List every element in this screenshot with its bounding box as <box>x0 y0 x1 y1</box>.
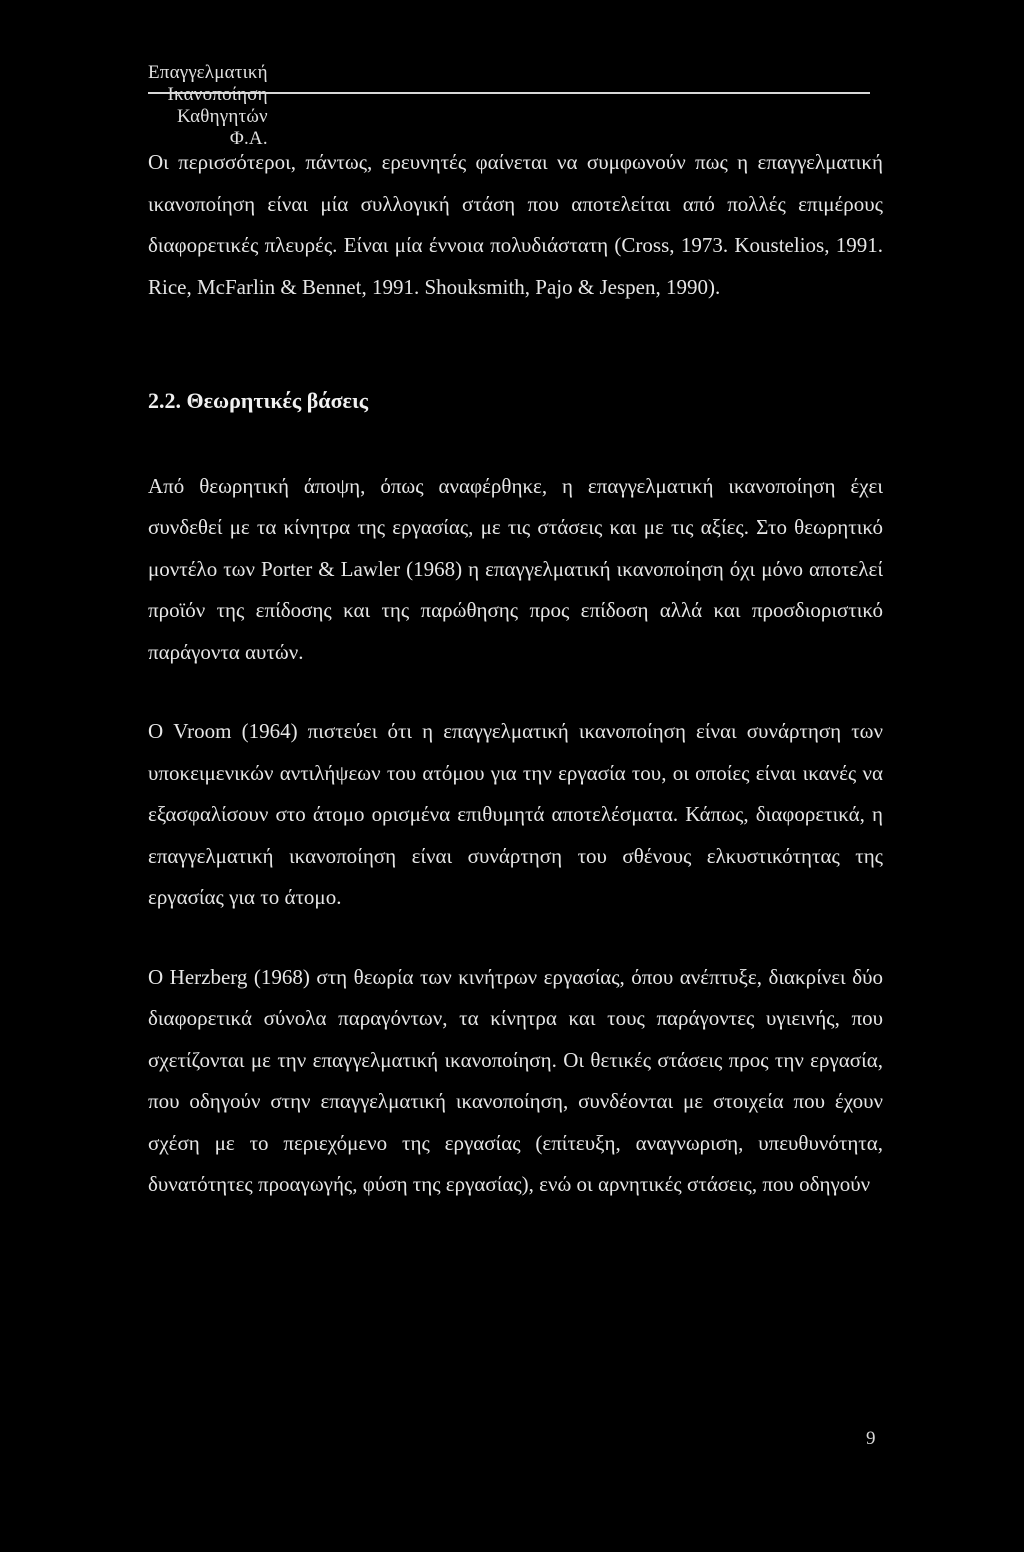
document-body <box>148 142 883 1206</box>
page-number: 9 <box>866 1428 876 1449</box>
paragraph-theoretical-view: Από θεωρητική άποψη, όπως αναφέρθηκε, η επαγγελματική ικανοποίηση έχει συνδεθεί με τα κίνητρα της εργασίας, με τις στάσεις και με τις αξίες. Στο θεωρητικό μοντέλο των Porter & Lawler (1968) η επαγγελματική ικανοποίηση όχι μόνο αποτελεί προϊόν της επίδοσης και της παρώθησης προς επίδοση αλλά και προσδιοριστικό παράγοντα αυτών. <box>148 473 883 664</box>
section-heading: 2.2. Θεωρητικές βάσεις <box>148 388 369 413</box>
header-rule <box>148 92 870 94</box>
running-header-title: Επαγγελματική Ικανοποίηση Καθηγητών Φ.Α. <box>148 62 268 149</box>
paragraph-herzberg: Ο Herzberg (1968) στη θεωρία των κινήτρων εργασίας, όπου ανέπτυξε, διακρίνει δύο διαφορετικά σύνολα παραγόντων, τα κίνητρα και τους παράγοντες υγιεινής, που σχετίζονται με την επαγγελματική ικανοποίηση. Οι θετικές στάσεις προς την εργασία, που οδηγούν στην επαγγελματική ικανοποίηση, συνδέονται με στοιχεία που έχουν σχέση με το περιεχόμενο της εργασίας (επίτευξη, αναγνωριση, υπευθυνότητα, δυνατότητες προαγωγής, φύση της εργασίας), ενώ οι αρνητικές στάσεις, που οδηγούν <box>148 964 883 1196</box>
running-header <box>148 62 268 150</box>
paragraph-vroom: Ο Vroom (1964) πιστεύει ότι η επαγγελματική ικανοποίηση είναι συνάρτηση των υποκειμενικών αντιλήψεων του ατόμου για την εργασία του, οι οποίες είναι ικανές να εξασφαλίσουν στο άτομο ορισμένα επιθυμητά αποτελέσματα. Κάπως, διαφορετικά, η επαγγελματική ικανοποίηση είναι συνάρτηση του σθένους ελκυστικότητας της εργασίας για το άτομο. <box>148 719 883 909</box>
paragraph-intro: Οι περισσότεροι, πάντως, ερευνητές φαίνεται να συμφωνούν πως η επαγγελματική ικανοποίηση είναι μία συλλογική στάση που αποτελείται από πολλές επιμέρους διαφορετικές πλευρές. Είναι μία έννοια πολυδιάστατη (Cross, 1973. Koustelios, 1991. Rice, McFarlin & Bennet, 1991. Shouksmith, Pajo & Jespen, 1990). <box>148 150 883 299</box>
